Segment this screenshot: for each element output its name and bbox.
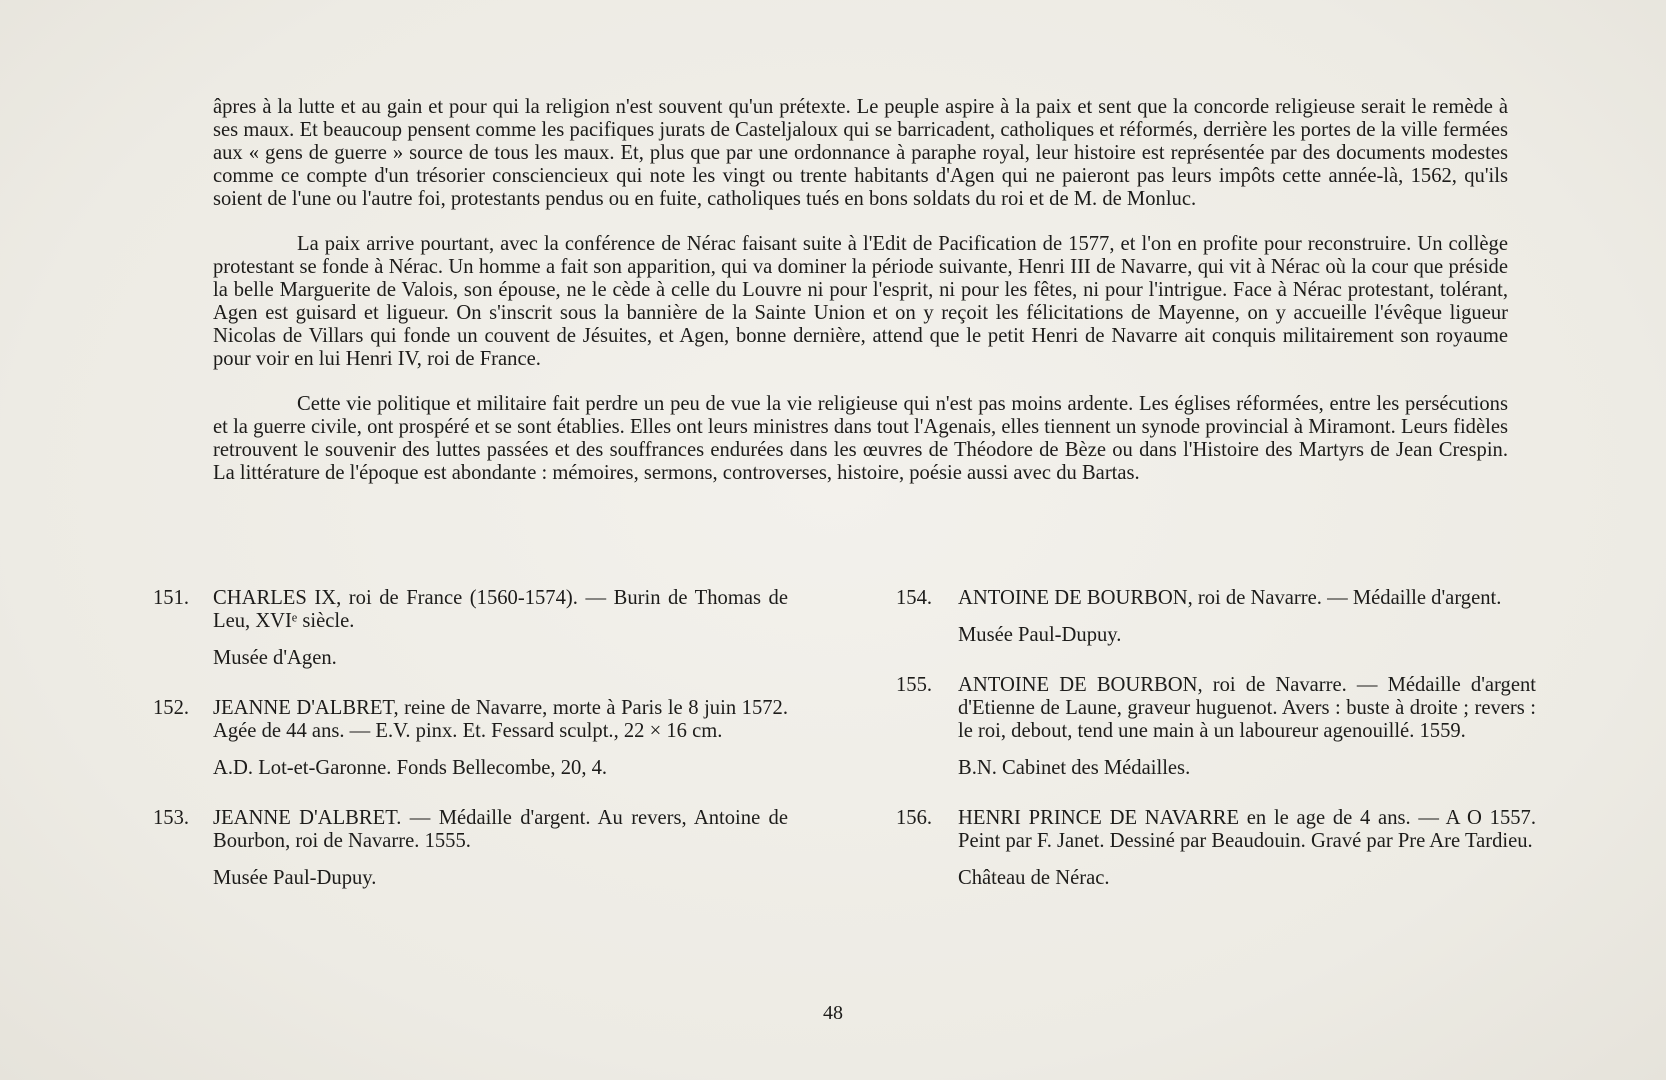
entry-description: JEANNE D'ALBRET. — Médaille d'argent. Au revers, Antoine de Bourbon, roi de Navarre. 1555. — [213, 807, 788, 852]
body-text — [213, 96, 1508, 507]
paragraph-3: Cette vie politique et militaire fait perdre un peu de vue la vie religieuse qui n'est pas moins ardente. Les églises réformées, entre les persécutions et la guerre civile, ont prospéré et se sont établies. Elles ont leurs ministres dans tout l'Agenais, elles tiennent un synode provincial à Miramont. Leurs fidèles retrouvent le souvenir des luttes passées et des souffrances endurées dans les œuvres de Théodore de Bèze ou dans l'Histoire des Martyrs de Jean Crespin. La littérature de l'époque est abondante : mémoires, sermons, controverses, histoire, poésie aussi avec du Bartas. — [213, 393, 1508, 484]
paragraph-2: La paix arrive pourtant, avec la conférence de Nérac faisant suite à l'Edit de Pacification de 1577, et l'on en profite pour reconstruire. Un collège protestant se fonde à Nérac. Un homme a fait son apparition, qui va dominer la période suivante, Henri III de Navarre, qui vit à Nérac où la cour que préside la belle Marguerite de Valois, son épouse, ne le cède à celle du Louvre ni pour l'esprit, ni pour les fêtes, ni pour l'intrigue. Face à Nérac protestant, tolérant, Agen est guisard et ligueur. On s'inscrit sous la bannière de la Sainte Union et on y reçoit les félicitations de Mayenne, on y accueille l'évêque ligueur Nicolas de Villars qui fonde un couvent de Jésuites, et Agen, bonne dernière, attend que le petit Henri de Navarre ait conquis militairement son royaume pour voir en lui Henri IV, roi de France. — [213, 233, 1508, 370]
entry-number: 155. — [896, 674, 933, 696]
entry-source: Musée Paul-Dupuy. — [213, 867, 377, 889]
catalog-entry-155 — [896, 674, 1536, 780]
catalog-entry-152 — [153, 697, 788, 780]
catalog-entry-156 — [896, 807, 1536, 890]
catalog-column-right — [896, 587, 1536, 917]
entry-description: ANTOINE DE BOURBON, roi de Navarre. — Médaille d'argent. — [958, 587, 1502, 609]
catalog-column-left — [153, 587, 788, 917]
paragraph-1: âpres à la lutte et au gain et pour qui la religion n'est souvent qu'un prétexte. Le peuple aspire à la paix et sent que la concorde religieuse serait le remède à ses maux. Et beaucoup pensent comme les pacifiques jurats de Casteljaloux qui se barricadent, catholiques et réformés, derrière les portes de la ville fermées aux « gens de guerre » source de tous les maux. Et, plus que par une ordonnance à paraphe royal, leur histoire est représentée par des documents modestes comme ce compte d'un trésorier consciencieux qui note les vingt ou trente habitants d'Agen qui ne paieront pas leurs impôts cette année-là, 1562, qu'ils soient de l'une ou l'autre foi, protestants pendus ou en fuite, catholiques tués en bons soldats du roi et de M. de Monluc. — [213, 96, 1508, 210]
entry-description: JEANNE D'ALBRET, reine de Navarre, morte à Paris le 8 juin 1572. Agée de 44 ans. — E.V. pinx. Et. Fessard sculpt., 22 × 16 cm. — [213, 697, 788, 742]
entry-number: 156. — [896, 807, 933, 829]
page-number: 48 — [823, 1002, 843, 1024]
entry-source: Musée Paul-Dupuy. — [958, 624, 1122, 646]
entry-source: Musée d'Agen. — [213, 647, 337, 669]
entry-description: HENRI PRINCE DE NAVARRE en le age de 4 ans. — A O 1557. Peint par F. Janet. Dessiné par Beaudouin. Gravé par Pre Are Tardieu. — [958, 807, 1536, 852]
catalog-entry-151 — [153, 587, 788, 670]
entry-number: 152. — [153, 697, 190, 719]
entry-number: 153. — [153, 807, 190, 829]
catalog-entry-154 — [896, 587, 1536, 647]
entry-description: ANTOINE DE BOURBON, roi de Navarre. — Médaille d'argent d'Etienne de Laune, graveur huguenot. Avers : buste à droite ; revers : le roi, debout, tend une main à un laboureur agenouillé. 1559. — [958, 674, 1536, 742]
entry-number: 151. — [153, 587, 190, 609]
entry-source: Château de Nérac. — [958, 867, 1110, 889]
entry-description: CHARLES IX, roi de France (1560-1574). — Burin de Thomas de Leu, XVIᵉ siècle. — [213, 587, 788, 632]
catalog-entry-153 — [153, 807, 788, 890]
entry-source: A.D. Lot-et-Garonne. Fonds Bellecombe, 20, 4. — [213, 757, 608, 779]
entry-number: 154. — [896, 587, 933, 609]
entry-source: B.N. Cabinet des Médailles. — [958, 757, 1191, 779]
